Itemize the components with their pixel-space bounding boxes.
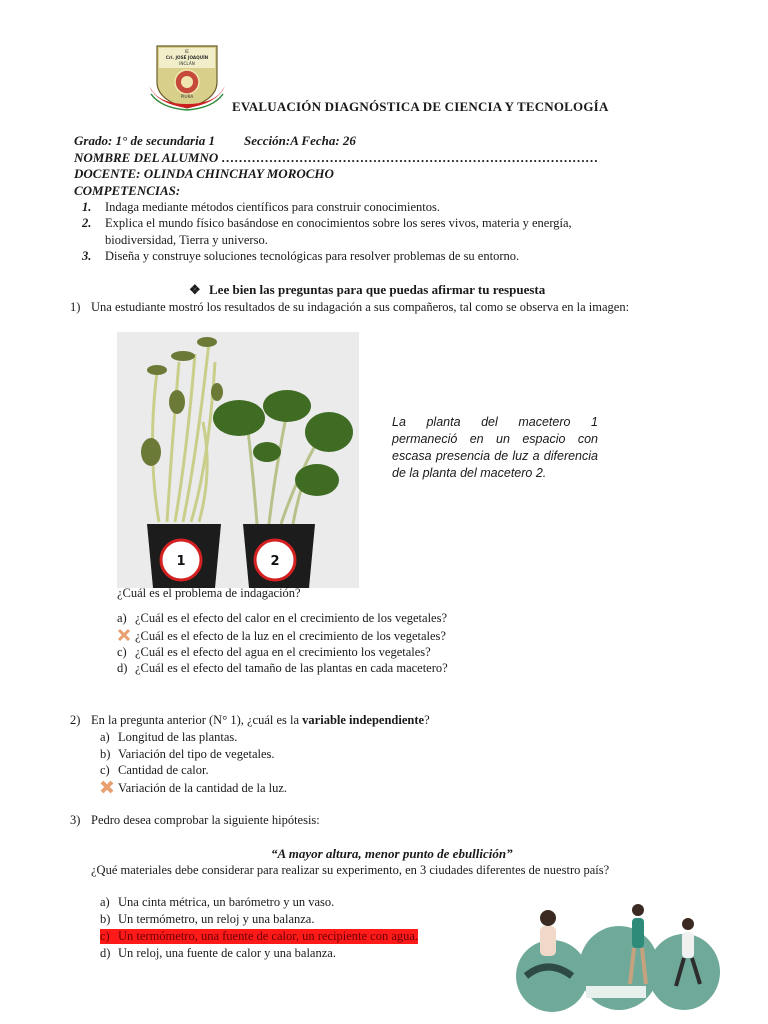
competencia-3-text: Diseña y construye soluciones tecnológicas para resolver problemas de su entorno.	[105, 249, 520, 263]
exercise-illustration	[516, 898, 722, 1014]
cross-mark-icon	[100, 780, 114, 794]
option-letter: c)	[100, 763, 110, 777]
option-text: Cantidad de calor.	[118, 763, 209, 777]
option-text: Longitud de las plantas.	[118, 730, 238, 744]
q3-question: ¿Qué materiales debe considerar para realizar su experimento, en 3 ciudades diferentes de nuestro país?	[91, 863, 610, 877]
q2-option-b	[100, 747, 275, 762]
competencia-1-number: 1.	[82, 200, 92, 214]
option-letter: b)	[100, 912, 111, 926]
crest-text-inclan: INCLÁN	[179, 61, 195, 66]
option-letter: a)	[100, 895, 110, 909]
q1-option-c	[117, 645, 431, 660]
competencia-2-number: 2.	[82, 216, 92, 230]
competencias-label: COMPETENCIAS:	[74, 183, 181, 198]
student-name-field: NOMBRE DEL ALUMNO ……………………………………………………………………………	[74, 150, 599, 165]
option-text: Un reloj, una fuente de calor y una balanza.	[118, 946, 336, 960]
q3-option-a	[100, 895, 334, 910]
option-text: ¿Cuál es el efecto del calor en el crecimiento de los vegetales?	[135, 611, 447, 625]
q3-option-b	[100, 912, 314, 927]
q1-question: ¿Cuál es el problema de indagación?	[117, 586, 301, 600]
cross-mark-icon	[117, 628, 131, 642]
option-letter: a)	[100, 730, 110, 744]
option-letter: c)	[117, 645, 127, 659]
pot-2-label: 2	[270, 554, 280, 569]
q1-option-d	[117, 661, 448, 676]
photo-caption: La planta del macetero 1 permaneció en un espacio con escasa presencia de luz a diferencia de la planta del macetero 2.	[392, 415, 598, 480]
grado-label: Grado: 1° de secundaria 1	[74, 133, 215, 148]
option-text: ¿Cuál es el efecto del tamaño de las plantas en cada macetero?	[135, 661, 448, 675]
option-text: ¿Cuál es el efecto de la luz en el crecimiento de los vegetales?	[135, 629, 446, 643]
q2-text-bold: variable independiente	[302, 713, 425, 727]
pot-1-label: 1	[176, 554, 186, 569]
q3-number: 3)	[70, 813, 81, 827]
q2-option-a	[100, 730, 237, 745]
competencia-1-text: Indaga mediante métodos científicos para construir conocimientos.	[105, 200, 440, 214]
q3-text: Pedro desea comprobar la siguiente hipótesis:	[91, 813, 320, 827]
q2-number: 2)	[70, 713, 81, 727]
q1-number: 1)	[70, 300, 81, 314]
plants-illustration	[117, 332, 359, 588]
teacher-label: DOCENTE: OLINDA CHINCHAY MOROCHO	[74, 166, 334, 181]
competencia-3-number: 3.	[82, 249, 92, 263]
q2-text-end: ?	[424, 713, 430, 727]
instruction-text: Lee bien las preguntas para que puedas afirmar tu respuesta	[209, 282, 546, 297]
option-letter: c)	[100, 929, 110, 943]
option-letter: d)	[117, 661, 128, 675]
competencia-2-text-line1: Explica el mundo físico basándose en conocimientos sobre los seres vivos, materia y energía,	[105, 216, 572, 230]
q2-option-c	[100, 763, 209, 778]
crest-text-piura: PIURA	[180, 94, 194, 99]
crest-text-name: Crl. JOSÉ JOAQUÍN	[165, 55, 209, 60]
page-title: EVALUACIÓN DIAGNÓSTICA DE CIENCIA Y TECNOLOGÍA	[232, 99, 609, 114]
q2-text	[91, 713, 430, 728]
option-text: Un termómetro, una fuente de calor, un recipiente con agua.	[118, 929, 419, 943]
crest-text-ie: IE	[184, 50, 190, 55]
option-letter: a)	[117, 611, 127, 625]
option-text: Variación de la cantidad de la luz.	[118, 781, 288, 795]
competencia-2-text-line2: biodiversidad, Tierra y universo.	[105, 233, 268, 247]
q1-text: Una estudiante mostró los resultados de su indagación a sus compañeros, tal como se observa en la imagen:	[91, 300, 630, 314]
school-crest-logo	[147, 42, 227, 112]
q3-option-c-highlighted	[100, 929, 418, 944]
q3-option-d	[100, 946, 336, 961]
option-text: Una cinta métrica, un barómetro y un vaso.	[118, 895, 335, 909]
q1-option-b	[117, 628, 446, 644]
plants-photo	[117, 332, 359, 588]
instruction-bullet-icon: ❖	[189, 282, 201, 297]
option-text: Un termómetro, un reloj y una balanza.	[118, 912, 315, 926]
q3-hypothesis: “A mayor altura, menor punto de ebullición”	[271, 846, 513, 861]
option-letter: d)	[100, 946, 111, 960]
seccion-fecha-label: Sección:A Fecha: 26	[244, 133, 356, 148]
option-text: ¿Cuál es el efecto del agua en el crecimiento los vegetales?	[135, 645, 431, 659]
option-text: Variación del tipo de vegetales.	[118, 747, 275, 761]
q2-text-start: En la pregunta anterior (N° 1), ¿cuál es la	[91, 713, 303, 727]
option-letter: b)	[100, 747, 111, 761]
q2-option-d	[100, 780, 287, 796]
q1-option-a	[117, 611, 447, 626]
